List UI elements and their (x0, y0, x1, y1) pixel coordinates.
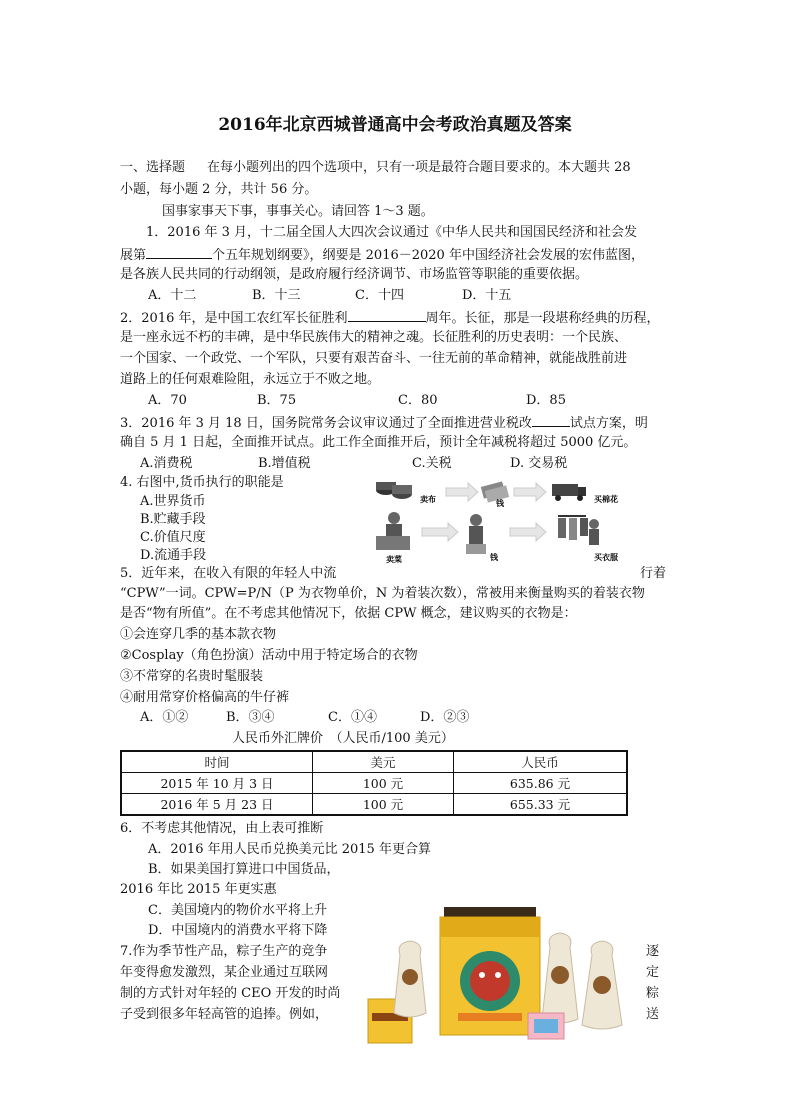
table-caption: 人民币外汇牌价 （人民币/100 美元） (232, 731, 454, 746)
q7-line3a: 制的方式针对年轻的 CEO 开发的时尚 (120, 986, 341, 1001)
q7-line2a: 年变得愈发激烈，某企业通过互联网 (120, 965, 329, 980)
q2-line4: 道路上的任何艰难险阻，永远立于不败之地。 (120, 372, 381, 387)
q3-blank (532, 414, 570, 427)
q5-item-4: ④耐用常穿价格偏高的牛仔裤 (120, 690, 290, 705)
q7-line4a: 子受到很多年轻高管的追捧。例如， (120, 1007, 329, 1022)
q3-option-a: A.消费税 (140, 456, 193, 471)
q1-blank (146, 246, 212, 259)
money-stack-icon (481, 481, 509, 502)
figure-label-buy-clothes: 买衣服 (594, 552, 618, 562)
figure-label-money-1: 钱 (496, 498, 504, 508)
q2-option-b: B．75 (257, 393, 297, 408)
group-intro: 国事家事天下事，事事关心。请回答 1～3 题。 (162, 204, 434, 219)
q4-option-d: D.流通手段 (140, 548, 207, 563)
vegetable-seller-icon (376, 512, 410, 550)
q5-option-d: D．②③ (420, 710, 470, 725)
q1-option-b: B．十三 (252, 288, 301, 303)
q6-option-b-cont: 2016 年比 2015 年更实惠 (120, 882, 277, 897)
q3-line2: 确自 5 月 1 日起，全面推开试点。此工作全面推开后，预计全年减税将超过 5000 亿元。 (120, 435, 637, 450)
cloth-bag-icon (582, 941, 622, 1029)
q1-option-c: C．十四 (355, 288, 404, 303)
cloth-rolls-icon (376, 482, 412, 499)
cloth-bag-icon (394, 941, 426, 1017)
small-package-icon (528, 1013, 564, 1039)
table-cell: 635.86 元 (454, 773, 628, 794)
q5-line3: 是否“物有所值”。在不考虑其他情况下，依据 CPW 概念，建议购买的衣物是： (120, 606, 577, 621)
q5-item-3: ③不常穿的名贵时髦服装 (120, 669, 264, 684)
q1-line2: 展第 个五年规划纲要》，纲要是 2016－2020 年中国经济社会发展的宏伟蓝图， (120, 248, 644, 263)
q1-option-a: A．十二 (148, 288, 197, 303)
q6-option-d: D．中国境内的消费水平将下降 (148, 923, 328, 938)
figure-label-sell-veg: 卖菜 (386, 554, 402, 564)
truck-icon (552, 484, 586, 501)
q2-option-c: C．80 (398, 393, 438, 408)
table-row (121, 773, 627, 794)
figure-label-sell-cloth: 卖布 (420, 494, 436, 504)
q4-option-a: A.世界货币 (140, 494, 206, 509)
q7-line3b: 粽 (646, 986, 660, 1001)
table-cell: 100 元 (313, 794, 454, 816)
money-function-figure (372, 470, 656, 566)
q7-line1a: 7.作为季节性产品，粽子生产的竞争 (120, 944, 328, 959)
q6-option-b: B．如果美国打算进口中国货品， (148, 862, 340, 877)
clothes-rack-icon (558, 516, 599, 545)
section-desc-2: 小题，每小题 2 分，共计 56 分。 (120, 182, 318, 197)
q6-option-c: C．美国境内的物价水平将上升 (148, 903, 327, 918)
table-cell: 2016 年 5 月 23 日 (121, 794, 313, 816)
section-label: 一、选择题 (120, 160, 186, 175)
table-header-row (121, 751, 627, 773)
arrow-icon (514, 483, 546, 501)
figure-label-money-2: 钱 (490, 552, 498, 562)
q1-option-d: D．十五 (462, 288, 512, 303)
arrow-icon (510, 523, 546, 541)
q7-line1b: 逐 (646, 944, 660, 959)
table-header: 美元 (313, 751, 454, 773)
table-cell: 655.33 元 (454, 794, 628, 816)
gift-box-icon (440, 907, 540, 1035)
q5-option-a: A．①② (140, 710, 189, 725)
table-header: 人民币 (454, 751, 628, 773)
q6-stem: 6．不考虑其他情况，由上表可推断 (120, 821, 324, 836)
page-title: 2016年北京西城普通高中会考政治真题及答案 (218, 115, 572, 135)
table-cell: 100 元 (313, 773, 454, 794)
q2-line1: 2．2016 年，是中国工农红军长征胜利 周年。长征，那是一段堪称经典的历程， (120, 311, 660, 326)
q2-option-a: A．70 (148, 393, 187, 408)
zongzi-product-image (360, 895, 645, 1053)
q5-line2: “CPW”一词。CPW=P/N（P 为衣物单价，N 为着装次数），常被用来衡量购买的着装衣物 (120, 586, 645, 601)
q2-line3: 一个国家、一个政党、一个军队，只要有艰苦奋斗、一往无前的革命精神，就能战胜前进 (120, 351, 628, 366)
q5-item-1: ①会连穿几季的基本款衣物 (120, 627, 277, 642)
figure-label-buy-cotton: 买棉花 (594, 494, 618, 504)
table-row (121, 794, 627, 816)
q5-option-b: B．③④ (226, 710, 275, 725)
q1-line3: 是各族人民共同的行动纲领，是政府履行经济调节、市场监管等职能的重要依据。 (120, 267, 589, 282)
q7-line2b: 定 (646, 965, 660, 980)
q6-option-a: A．2016 年用人民币兑换美元比 2015 年更合算 (148, 842, 431, 857)
exchange-rate-table (120, 750, 628, 816)
q3-option-c: C.关税 (412, 456, 452, 471)
q3-option-b: B.增值税 (258, 456, 311, 471)
q4-option-c: C.价值尺度 (140, 530, 206, 545)
q5-option-c: C．①④ (328, 710, 377, 725)
q2-line2: 是一座永远不朽的丰碑，是中华民族伟大的精神之魂。长征胜利的历史表明：一个民族、 (120, 330, 628, 345)
section-desc: 在每小题列出的四个选项中，只有一项是最符合题目要求的。本大题共 28 (207, 160, 631, 175)
q2-option-d: D．85 (526, 393, 566, 408)
q3-line1: 3．2016 年 3 月 18 日，国务院常务会议审议通过了全面推进营业税改 试点方案，明 (120, 416, 648, 431)
arrow-icon (446, 483, 478, 501)
q7-line4b: 送 (646, 1007, 660, 1022)
section-heading (120, 160, 631, 176)
table-header: 时间 (121, 751, 313, 773)
cloth-bag-icon (542, 933, 578, 1023)
q4-stem: 4. 右图中,货币执行的职能是 (120, 475, 284, 490)
q5-line1a: 5．近年来，在收入有限的年轻人中流 (120, 566, 337, 581)
q3-option-d: D. 交易税 (510, 456, 568, 471)
table-cell: 2015 年 10 月 3 日 (121, 773, 313, 794)
person-money-icon (466, 514, 486, 554)
q2-blank (348, 309, 426, 322)
q5-item-2: ②Cosplay（角色扮演）活动中用于特定场合的衣物 (120, 648, 418, 663)
arrow-icon (422, 523, 458, 541)
q1-line1: 1．2016 年 3 月，十二届全国人大四次会议通过《中华人民共和国国民经济和社会发 (146, 225, 638, 240)
q5-line1b: 行着 (640, 566, 667, 581)
q4-option-b: B.贮藏手段 (140, 512, 206, 527)
